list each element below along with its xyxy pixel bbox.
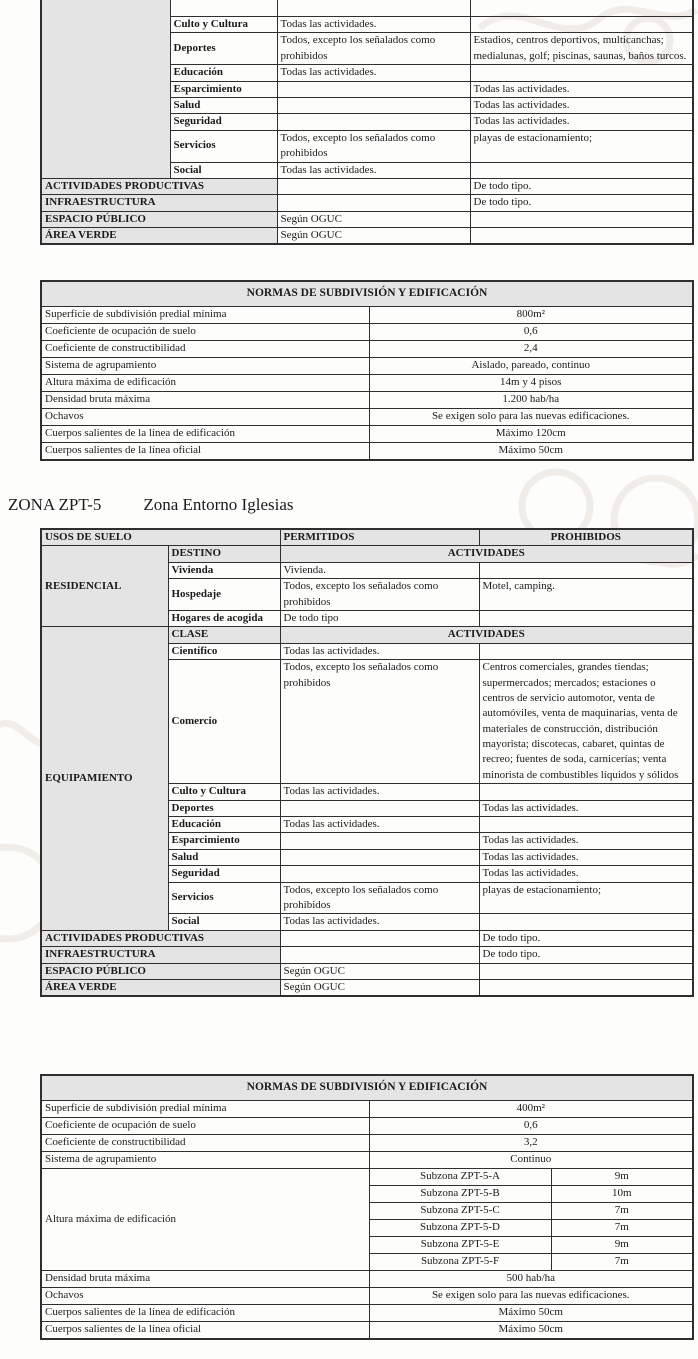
prohibidos-cell: Todas las actividades.: [479, 866, 693, 882]
usos-table-continuation: [40, 0, 694, 245]
table-row: [41, 963, 693, 979]
usos-header-cell: USOS DE SUELO: [41, 529, 280, 546]
subzona-cell: Subzona ZPT-5-E: [369, 1237, 551, 1254]
norma-label-cell: Coeficiente de ocupación de suelo: [41, 1118, 369, 1135]
prohibidos-cell: Todas las actividades.: [470, 97, 693, 113]
empty-cell: [170, 0, 277, 17]
category-cell: Esparcimiento: [168, 833, 280, 849]
norma-value-cell: Máximo 120cm: [369, 426, 693, 443]
actividades-header-cell: ACTIVIDADES: [280, 627, 693, 643]
section-label-cell: ÁREA VERDE: [41, 228, 277, 245]
table-row: [41, 947, 693, 963]
subzona-cell: Subzona ZPT-5-C: [369, 1203, 551, 1220]
permitidos-cell: Todas las actividades.: [280, 914, 479, 930]
prohibidos-cell: playas de estacionamiento;: [470, 130, 693, 162]
table-row: [41, 358, 693, 375]
prohibidos-cell: Todas las actividades.: [479, 849, 693, 865]
prohibidos-cell: [479, 979, 693, 996]
permitidos-cell: Todos, excepto los señalados como prohibidos: [280, 660, 479, 784]
norma-label-cell: Altura máxima de edificación: [41, 375, 369, 392]
category-cell: Comercio: [168, 660, 280, 784]
category-cell: Vivienda: [168, 562, 280, 578]
destino-header-cell: DESTINO: [168, 546, 280, 562]
table-row: [41, 930, 693, 946]
permitidos-cell: De todo tipo: [280, 610, 479, 626]
norma-value-cell: Aislado, pareado, continuo: [369, 358, 693, 375]
category-cell: Hogares de acogida: [168, 610, 280, 626]
table-row: [41, 228, 693, 245]
norma-label-cell: Sistema de agrupamiento: [41, 1152, 369, 1169]
category-cell: Culto y Cultura: [170, 17, 277, 33]
norma-label-cell: Cuerpos salientes de la línea oficial: [41, 443, 369, 461]
permitidos-header-cell: PERMITIDOS: [280, 529, 479, 546]
table-row: [41, 341, 693, 358]
category-cell: Social: [168, 914, 280, 930]
category-cell: Culto y Cultura: [168, 784, 280, 800]
norma-value-cell: Máximo 50cm: [369, 1322, 693, 1340]
prohibidos-cell: Todas las actividades.: [479, 800, 693, 816]
subzona-value-cell: 7m: [551, 1203, 693, 1220]
norma-value-cell: 800m²: [369, 307, 693, 324]
table-header-row: [41, 529, 693, 546]
table-header-row: [41, 281, 693, 307]
subzona-value-cell: 10m: [551, 1186, 693, 1203]
permitidos-cell: [280, 866, 479, 882]
norma-label-cell: Cuerpos salientes de la línea oficial: [41, 1322, 369, 1340]
table-row: [41, 1118, 693, 1135]
permitidos-cell: Todas las actividades.: [277, 17, 470, 33]
norma-label-cell: Densidad bruta máxima: [41, 392, 369, 409]
norma-label-cell: Altura máxima de edificación: [41, 1169, 369, 1271]
norma-label-cell: Densidad bruta máxima: [41, 1271, 369, 1288]
clase-header-cell: CLASE: [168, 627, 280, 643]
subzona-cell: Subzona ZPT-5-B: [369, 1186, 551, 1203]
prohibidos-cell: [470, 162, 693, 178]
table-row: [41, 324, 693, 341]
section-label-cell: ESPACIO PÚBLICO: [41, 963, 280, 979]
prohibidos-cell: Centros comerciales, grandes tiendas; supermercados; mercados; estaciones o centros de servicio automotor, venta de automóviles, venta de maquinarias, venta de materiales de construcción, distribución mayorista; discotecas, cabaret, quintas de recreo; fuentes de soda, carnicerías; venta minorista de combustibles líquidos y sólidos: [479, 660, 693, 784]
prohibidos-cell: [470, 211, 693, 227]
norma-label-cell: Cuerpos salientes de la línea de edificación: [41, 1305, 369, 1322]
category-cell: Seguridad: [170, 114, 277, 130]
category-cell: Deportes: [168, 800, 280, 816]
norma-label-cell: Sistema de agrupamiento: [41, 358, 369, 375]
category-cell: Social: [170, 162, 277, 178]
permitidos-cell: Todas las actividades.: [277, 162, 470, 178]
table-subheader-row: [41, 627, 693, 643]
permitidos-cell: [277, 81, 470, 97]
norma-value-cell: 2,4: [369, 341, 693, 358]
zone-heading: [8, 495, 294, 515]
category-cell: Deportes: [170, 33, 277, 65]
category-cell: Hospedaje: [168, 579, 280, 611]
table-row: [41, 1322, 693, 1340]
permitidos-cell: [277, 97, 470, 113]
prohibidos-cell: De todo tipo.: [470, 195, 693, 211]
prohibidos-cell: De todo tipo.: [479, 930, 693, 946]
subzona-value-cell: 7m: [551, 1254, 693, 1271]
empty-cell: [470, 0, 693, 17]
norma-value-cell: Máximo 50cm: [369, 1305, 693, 1322]
actividades-header-cell: ACTIVIDADES: [280, 546, 693, 562]
norma-value-cell: 1.200 hab/ha: [369, 392, 693, 409]
subzona-cell: Subzona ZPT-5-A: [369, 1169, 551, 1186]
permitidos-cell: [277, 178, 470, 194]
permitidos-cell: [280, 930, 479, 946]
prohibidos-cell: [479, 784, 693, 800]
norma-label-cell: Ochavos: [41, 1288, 369, 1305]
permitidos-cell: Todas las actividades.: [280, 817, 479, 833]
section-label-cell: ACTIVIDADES PRODUCTIVAS: [41, 178, 277, 194]
category-cell: Seguridad: [168, 866, 280, 882]
prohibidos-cell: Motel, camping.: [479, 579, 693, 611]
normas-table-1: [40, 280, 694, 461]
prohibidos-cell: [470, 17, 693, 33]
section-label-cell: INFRAESTRUCTURA: [41, 947, 280, 963]
prohibidos-cell: [479, 562, 693, 578]
permitidos-cell: Según OGUC: [277, 228, 470, 245]
table-row: [41, 307, 693, 324]
empty-cell: [277, 0, 470, 17]
table-row: [41, 1288, 693, 1305]
table-row: [41, 195, 693, 211]
table-row: [41, 1135, 693, 1152]
zone-name: Zona Entorno Iglesias: [143, 495, 294, 514]
permitidos-cell: [280, 849, 479, 865]
norma-value-cell: Máximo 50cm: [369, 443, 693, 461]
table-row: [41, 1169, 693, 1186]
usos-table-zpt5: [40, 528, 694, 997]
equipamiento-cell: EQUIPAMIENTO: [41, 627, 168, 930]
norma-value-cell: 3,2: [369, 1135, 693, 1152]
table-row-cutoff: [41, 0, 693, 17]
section-label-cell: ESPACIO PÚBLICO: [41, 211, 277, 227]
category-cell: Esparcimiento: [170, 81, 277, 97]
permitidos-cell: Todos, excepto los señalados como prohibidos: [280, 882, 479, 914]
table-row: [41, 392, 693, 409]
norma-label-cell: Ochavos: [41, 409, 369, 426]
permitidos-cell: Todas las actividades.: [277, 65, 470, 81]
permitidos-cell: Vivienda.: [280, 562, 479, 578]
norma-value-cell: 500 hab/ha: [369, 1271, 693, 1288]
norma-label-cell: Superficie de subdivisión predial mínima: [41, 1101, 369, 1118]
table-row: [41, 1305, 693, 1322]
permitidos-cell: [280, 800, 479, 816]
prohibidos-cell: [479, 643, 693, 659]
category-cell: Servicios: [168, 882, 280, 914]
norma-value-cell: Se exigen solo para las nuevas edificaciones.: [369, 409, 693, 426]
residencial-cell: RESIDENCIAL: [41, 546, 168, 627]
table-row: [41, 426, 693, 443]
norma-label-cell: Coeficiente de ocupación de suelo: [41, 324, 369, 341]
norma-value-cell: 400m²: [369, 1101, 693, 1118]
subzona-cell: Subzona ZPT-5-F: [369, 1254, 551, 1271]
category-cell: Salud: [170, 97, 277, 113]
prohibidos-header-cell: PROHIBIDOS: [479, 529, 693, 546]
norma-value-cell: 0,6: [369, 1118, 693, 1135]
table-row: [41, 1101, 693, 1118]
section-label-cell: ACTIVIDADES PRODUCTIVAS: [41, 930, 280, 946]
prohibidos-cell: [479, 963, 693, 979]
norma-label-cell: Cuerpos salientes de la línea de edificación: [41, 426, 369, 443]
prohibidos-cell: [479, 914, 693, 930]
prohibidos-cell: [470, 228, 693, 245]
permitidos-cell: Todos, excepto los señalados como prohibidos: [277, 33, 470, 65]
prohibidos-cell: De todo tipo.: [479, 947, 693, 963]
prohibidos-cell: Estadios, centros deportivos, multicanchas; medialunas, golf; piscinas, saunas, baños turcos.: [470, 33, 693, 65]
prohibidos-cell: [470, 65, 693, 81]
table-row: [41, 1271, 693, 1288]
category-cell: Educación: [170, 65, 277, 81]
subzona-value-cell: 9m: [551, 1237, 693, 1254]
zone-code: ZONA ZPT-5: [8, 495, 102, 514]
section-label-cell: ÁREA VERDE: [41, 979, 280, 996]
category-cell: Salud: [168, 849, 280, 865]
table-header-row: [41, 1075, 693, 1101]
table-row: [41, 178, 693, 194]
table-row: [41, 409, 693, 426]
category-cell: Servicios: [170, 130, 277, 162]
prohibidos-cell: [479, 817, 693, 833]
permitidos-cell: Todos, excepto los señalados como prohibidos: [280, 579, 479, 611]
permitidos-cell: [280, 833, 479, 849]
permitidos-cell: [277, 114, 470, 130]
prohibidos-cell: [479, 610, 693, 626]
permitidos-cell: Todos, excepto los señalados como prohibidos: [277, 130, 470, 162]
table-row: [41, 443, 693, 461]
prohibidos-cell: Todas las actividades.: [470, 114, 693, 130]
normas-title: NORMAS DE SUBDIVISIÓN Y EDIFICACIÓN: [41, 281, 693, 307]
equipamiento-span-cell: [41, 0, 170, 178]
norma-value-cell: Continuo: [369, 1152, 693, 1169]
prohibidos-cell: Todas las actividades.: [479, 833, 693, 849]
table-subheader-row: [41, 546, 693, 562]
permitidos-cell: Todas las actividades.: [280, 784, 479, 800]
norma-label-cell: Coeficiente de constructibilidad: [41, 341, 369, 358]
norma-label-cell: Superficie de subdivisión predial mínima: [41, 307, 369, 324]
normas-title: NORMAS DE SUBDIVISIÓN Y EDIFICACIÓN: [41, 1075, 693, 1101]
permitidos-cell: [277, 195, 470, 211]
prohibidos-cell: playas de estacionamiento;: [479, 882, 693, 914]
prohibidos-cell: De todo tipo.: [470, 178, 693, 194]
table-row: [41, 211, 693, 227]
subzona-value-cell: 7m: [551, 1220, 693, 1237]
norma-value-cell: 14m y 4 pisos: [369, 375, 693, 392]
permitidos-cell: Según OGUC: [280, 979, 479, 996]
norma-value-cell: 0,6: [369, 324, 693, 341]
permitidos-cell: [280, 947, 479, 963]
norma-value-cell: Se exigen solo para las nuevas edificaciones.: [369, 1288, 693, 1305]
table-row: [41, 375, 693, 392]
prohibidos-cell: Todas las actividades.: [470, 81, 693, 97]
category-cell: Científico: [168, 643, 280, 659]
subzona-value-cell: 9m: [551, 1169, 693, 1186]
section-label-cell: INFRAESTRUCTURA: [41, 195, 277, 211]
permitidos-cell: Según OGUC: [277, 211, 470, 227]
permitidos-cell: Según OGUC: [280, 963, 479, 979]
norma-label-cell: Coeficiente de constructibilidad: [41, 1135, 369, 1152]
permitidos-cell: Todas las actividades.: [280, 643, 479, 659]
category-cell: Educación: [168, 817, 280, 833]
normas-table-2: [40, 1074, 694, 1340]
table-row: [41, 979, 693, 996]
table-row: [41, 1152, 693, 1169]
subzona-cell: Subzona ZPT-5-D: [369, 1220, 551, 1237]
